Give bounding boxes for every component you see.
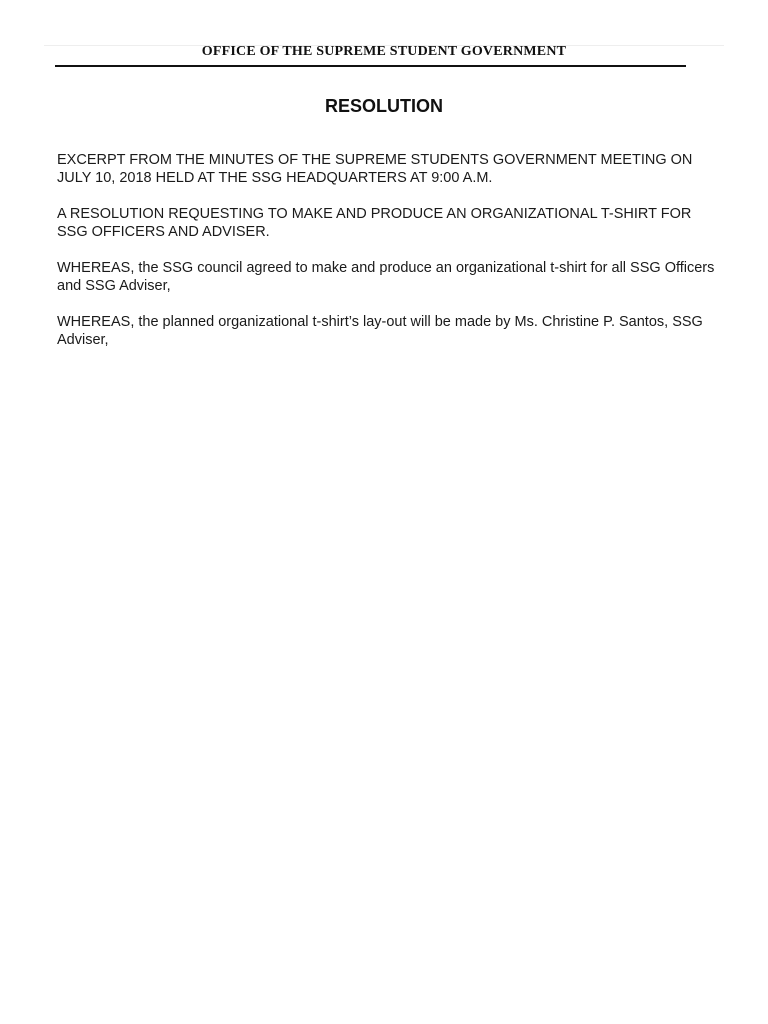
paragraph-resolution-request: A RESOLUTION REQUESTING TO MAKE AND PRODUCE AN ORGANIZATIONAL T-SHIRT FOR SSG OFFICERS AND ADVISER.	[57, 206, 692, 240]
office-header: OFFICE OF THE SUPREME STUDENT GOVERNMENT	[201, 44, 567, 59]
resolution-body	[57, 151, 717, 367]
paragraph-excerpt: EXCERPT FROM THE MINUTES OF THE SUPREME STUDENTS GOVERNMENT MEETING ON JULY 10, 2018 HELD AT THE SSG HEADQUARTERS AT 9:00 A.M.	[57, 152, 693, 186]
header-divider	[55, 65, 686, 67]
paragraph-whereas-layout: WHEREAS, the planned organizational t-shirt’s lay-out will be made by Ms. Christine P. Santos, SSG Adviser,	[57, 314, 703, 348]
document-title: RESOLUTION	[324, 96, 443, 116]
paragraph-whereas-council: WHEREAS, the SSG council agreed to make and produce an organizational t-shirt for all SSG Officers and SSG Adviser,	[57, 260, 715, 294]
